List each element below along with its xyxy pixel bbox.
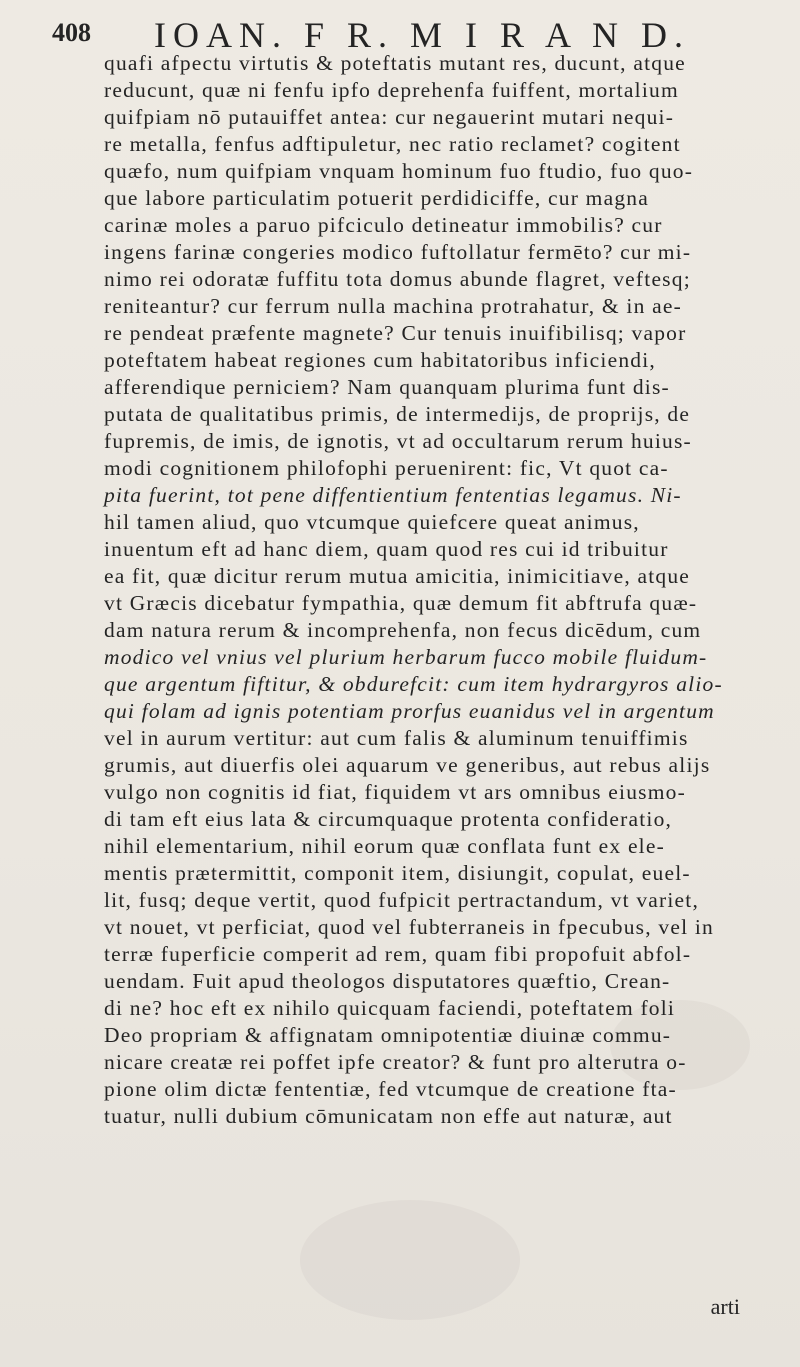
catchword: arti xyxy=(710,1294,740,1319)
text-line: hil tamen aliud, quo vtcumque quiefcere queat animus, xyxy=(104,510,640,534)
text-line: fupremis, de imis, de ignotis, vt ad occultarum rerum huius- xyxy=(104,429,692,453)
text-line: di ne? hoc eft ex nihilo quicquam faciendi, poteftatem foli xyxy=(104,996,676,1020)
text-line: nimo rei odoratæ fuffitu tota domus abunde flagret, veftesq; xyxy=(104,267,691,291)
text-line: vt nouet, vt perficiat, quod vel fubterraneis in fpecubus, vel in xyxy=(104,915,714,939)
text-line: pita fuerint, tot pene diffentientium fententias legamus. Ni- xyxy=(104,483,682,507)
text-line: Deo propriam & affignatam omnipotentiæ diuinæ commu- xyxy=(104,1023,672,1047)
text-line: que argentum fiftitur, & obdurefcit: cum item hydrargyros alio- xyxy=(104,672,723,696)
text-line: nicare creatæ rei poffet ipfe creator? & funt pro alterutra o- xyxy=(104,1050,687,1074)
paper-stain xyxy=(300,1200,520,1320)
text-line: afferendique perniciem? Nam quanquam plurima funt dis- xyxy=(104,375,670,399)
text-line: ea fit, quæ dicitur rerum mutua amicitia, inimicitiave, atque xyxy=(104,564,691,588)
text-line: nihil elementarium, nihil eorum quæ conflata funt ex ele- xyxy=(104,834,665,858)
text-line: vt Græcis dicebatur fympathia, quæ demum fit abftrufa quæ- xyxy=(104,591,698,615)
text-line: quæfo, num quifpiam vnquam hominum fuo ftudio, fuo quo- xyxy=(104,159,694,183)
text-line: terræ fuperficie comperit ad rem, quam fibi propofuit abfol- xyxy=(104,942,692,966)
text-line: tuatur, nulli dubium cōmunicatam non effe aut naturæ, aut xyxy=(104,1104,673,1128)
text-line: dam natura rerum & incomprehenfa, non fecus dicēdum, cum xyxy=(104,618,702,642)
text-line: putata de qualitatibus primis, de intermedijs, de proprijs, de xyxy=(104,402,691,426)
text-line: lit, fusq; deque vertit, quod fufpicit pertractandum, vt variet, xyxy=(104,888,700,912)
text-line: reniteantur? cur ferrum nulla machina protrahatur, & in ae- xyxy=(104,294,682,318)
text-line: pione olim dictæ fententiæ, fed vtcumque de creatione fta- xyxy=(104,1077,677,1101)
text-line: carinæ moles a paruo pifciculo detineatur immobilis? cur xyxy=(104,213,663,237)
text-line: modi cognitionem philofophi peruenirent: fic, Vt quot ca- xyxy=(104,456,669,480)
body-text xyxy=(104,50,764,1130)
text-line: reducunt, quæ ni fenfu ipfo deprehenfa fuiffent, mortalium xyxy=(104,78,679,102)
text-line: poteftatem habeat regiones cum habitatoribus inficiendi, xyxy=(104,348,656,372)
text-line: quifpiam nō putauiffet antea: cur negauerint mutari nequi- xyxy=(104,105,675,129)
text-line: ingens farinæ congeries modico fuftollatur fermēto? cur mi- xyxy=(104,240,692,264)
text-line: qui folam ad ignis potentiam prorfus euanidus vel in argentum xyxy=(104,699,715,723)
page-number: 408 xyxy=(52,18,91,47)
text-line: grumis, aut diuerfis olei aquarum ve generibus, aut rebus alijs xyxy=(104,753,711,777)
text-line: vulgo non cognitis id fiat, fiquidem vt ars omnibus eiusmo- xyxy=(104,780,686,804)
page-header xyxy=(52,8,752,55)
text-line: inuentum eft ad hanc diem, quam quod res cui id tribuitur xyxy=(104,537,669,561)
text-line: que labore particulatim potuerit perdidiciffe, cur magna xyxy=(104,186,649,210)
text-line: di tam eft eius lata & circumquaque protenta confideratio, xyxy=(104,807,673,831)
text-line: vel in aurum vertitur: aut cum falis & aluminum tenuiffimis xyxy=(104,726,689,750)
text-line: re metalla, fenfus adftipuletur, nec ratio reclamet? cogitent xyxy=(104,132,681,156)
text-line: mentis prætermittit, componit item, disiungit, copulat, euel- xyxy=(104,861,691,885)
text-line: quafi afpectu virtutis & poteftatis mutant res, ducunt, atque xyxy=(104,51,686,75)
text-line: re pendeat præfente magnete? Cur tenuis inuifibilisq; vapor xyxy=(104,321,687,345)
running-title: IOAN. F R. M I R A N D. xyxy=(153,15,691,55)
text-line: uendam. Fuit apud theologos disputatores quæftio, Crean- xyxy=(104,969,671,993)
text-line: modico vel vnius vel plurium herbarum fucco mobile fluidum- xyxy=(104,645,708,669)
